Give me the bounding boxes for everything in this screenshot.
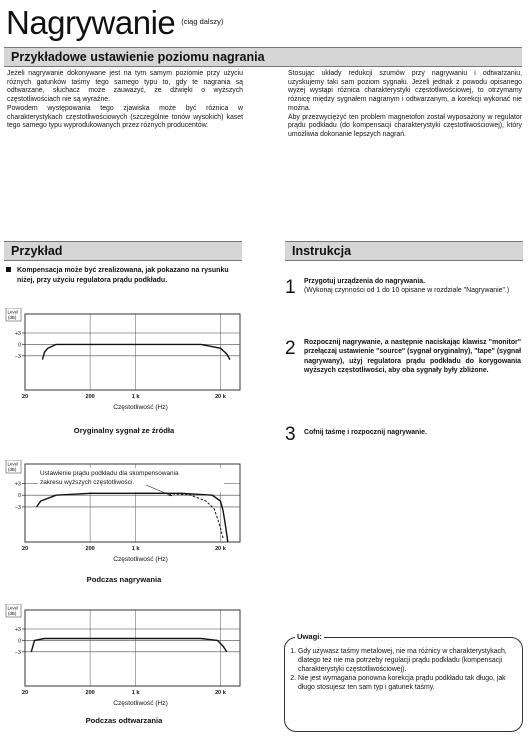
x-tick-label: 20 k — [214, 690, 226, 696]
chart-playback — [4, 604, 244, 721]
x-tick-label: 200 — [85, 394, 95, 400]
title-text: Nagrywanie — [6, 4, 176, 41]
instructions-heading: Instrukcja — [292, 244, 352, 258]
example-heading: Przykład — [11, 244, 63, 258]
x-tick-label: 200 — [85, 690, 95, 696]
chart-caption: Podczas nagrywania — [86, 575, 162, 584]
y-axis-label: Level — [7, 461, 18, 467]
bullet-square-icon — [6, 267, 11, 272]
y-axis-label-unit: (dB) — [8, 315, 17, 320]
note-item: 1. Gdy używasz taśmy metalowej, nie ma różnicy w charakterystykach, dlatego też nie ma potrzeby regulacji prądu podkładu (kompensacji charakterystyki częstotliwościowej). — [298, 647, 514, 674]
x-tick-label: 20 k — [214, 546, 226, 552]
annotation-text: Ustawienie prądu podkładu dla skompensowania — [40, 470, 179, 477]
intro-paragraph: Jeżeli nagrywanie dokonywane jest na tym samym poziomie przy użyciu różnych gatunków taśmy tego samego typu to, gdy te nagrania są odtwarzane, słuchacz może zauważyć, że dźwięki o wyższych częstotliwościach nie są wyraźne. — [7, 70, 243, 104]
example-bullet — [6, 266, 242, 285]
x-tick-label: 20 k — [214, 394, 226, 400]
chart-recording — [4, 460, 244, 577]
y-tick-label: 0 — [17, 493, 21, 500]
intro-paragraph: Stosując układy redukcji szumów przy nagrywaniu i odtwarzaniu, uzyskujemy taki sam poziom sygnału. Jeżeli jednak z powodu opisanego wyżej wystąpi różnica charakterystyki częstotliwościowej, to otrzymamy różnicę między sygnałem nagranym i odtwarzanym, a korekcji wykonać nie można. — [288, 70, 522, 112]
y-tick-label: −3 — [14, 504, 21, 511]
bullet-text: Kompensacja może być zrealizowana, jak pokazano na rysunku niżej, przy użyciu regulatora prądu podkładu. — [17, 267, 229, 284]
x-tick-label: 1 k — [131, 690, 140, 696]
section-heading: Przykładowe ustawienie poziomu nagrania — [11, 50, 265, 64]
step-detail: (Wykonaj czynności od 1 do 10 opisane w rozdziale "Nagrywanie".) — [304, 287, 510, 295]
example-heading-bar — [4, 241, 242, 261]
step-text: Cofnij taśmę i rozpocznij nagrywanie. — [304, 429, 427, 436]
chart-original-svg — [4, 308, 244, 418]
step-1 — [285, 277, 521, 296]
step-number: 1 — [285, 277, 296, 298]
y-tick-label: 0 — [17, 638, 21, 645]
y-tick-label: +3 — [14, 627, 21, 633]
intro-paragraph: Powodem występowania tego zjawiska może być różnica w charakterystykach częstotliwościowych (szczególnie tonów wysokich) kaset tego samego typu wyprodukowanych przez różnych producentów. — [7, 104, 243, 130]
chart-recording-svg — [4, 460, 244, 572]
step-2 — [285, 338, 521, 375]
chart-caption: Oryginalny sygnał ze źródła — [73, 426, 175, 435]
y-tick-label: +3 — [14, 481, 21, 488]
x-tick-label: 1 k — [131, 546, 140, 552]
step-text: Rozpocznij nagrywanie, a następnie naciskając klawisz "monitor" przełączaj ustawienie "source" (sygnał oryginalny), "tape" (sygnał nagrywany), użyj regulatora prądu podkładu do korygowania wyższych częstotliwości, aby oba sygnały były zbliżone. — [304, 339, 521, 374]
notes-box — [284, 632, 523, 732]
notes-list — [285, 647, 514, 692]
plot-frame — [25, 314, 240, 390]
x-tick-label: 200 — [85, 546, 95, 552]
section-heading-bar — [4, 47, 522, 67]
page-title — [6, 4, 223, 42]
series-line — [37, 493, 228, 542]
x-axis-label: Częstotliwość (Hz) — [113, 404, 168, 411]
y-axis-label-unit: (dB) — [8, 467, 17, 472]
step-3 — [285, 424, 521, 445]
intro-paragraph: Aby przezwyciężyć ten problem magnetofon został wyposażony w regulator prądu podkładu (do kompensacji charakterystyki częstotliwościowej), który umożliwia dokonanie lepszych nagrań. — [288, 113, 522, 138]
y-axis-label: Level — [7, 605, 18, 611]
y-tick-label: 0 — [17, 342, 21, 349]
x-tick-label: 20 — [21, 690, 29, 696]
y-axis-label: Level — [7, 309, 18, 315]
x-tick-label: 1 k — [131, 394, 140, 400]
step-number: 2 — [285, 338, 296, 359]
series-line — [42, 344, 230, 359]
x-tick-label: 20 — [21, 546, 29, 552]
chart-original — [4, 308, 244, 423]
x-tick-label: 20 — [21, 394, 29, 400]
step-number: 3 — [285, 424, 296, 445]
annotation-text: zakresu wyższych częstotliwości. — [40, 479, 135, 486]
intro-right-column — [288, 70, 522, 140]
x-axis-label: Częstotliwość (Hz) — [113, 700, 168, 707]
chart-caption: Podczas odtwarzania — [85, 716, 163, 725]
title-subtitle: (ciąg dalszy) — [181, 17, 224, 26]
y-tick-label: −3 — [14, 649, 21, 656]
y-tick-label: −3 — [14, 353, 21, 360]
x-axis-label: Częstotliwość (Hz) — [113, 556, 168, 563]
intro-left-column — [7, 70, 243, 131]
instructions-heading-bar — [285, 241, 523, 261]
step-text: Przygotuj urządzenia do nagrywania. — [304, 278, 425, 285]
notes-title: Uwagi: — [297, 632, 322, 641]
y-axis-label-unit: (dB) — [8, 611, 17, 616]
chart-playback-svg — [4, 604, 244, 716]
y-tick-label: +3 — [14, 331, 21, 337]
note-item: 2. Nie jest wymagana ponowna korekcja prądu podkładu tak długo, jak długo stosujesz ten sam typ i gatunek taśmy. — [298, 674, 514, 692]
series-line-dashed — [136, 493, 223, 538]
plot-frame — [25, 610, 240, 686]
